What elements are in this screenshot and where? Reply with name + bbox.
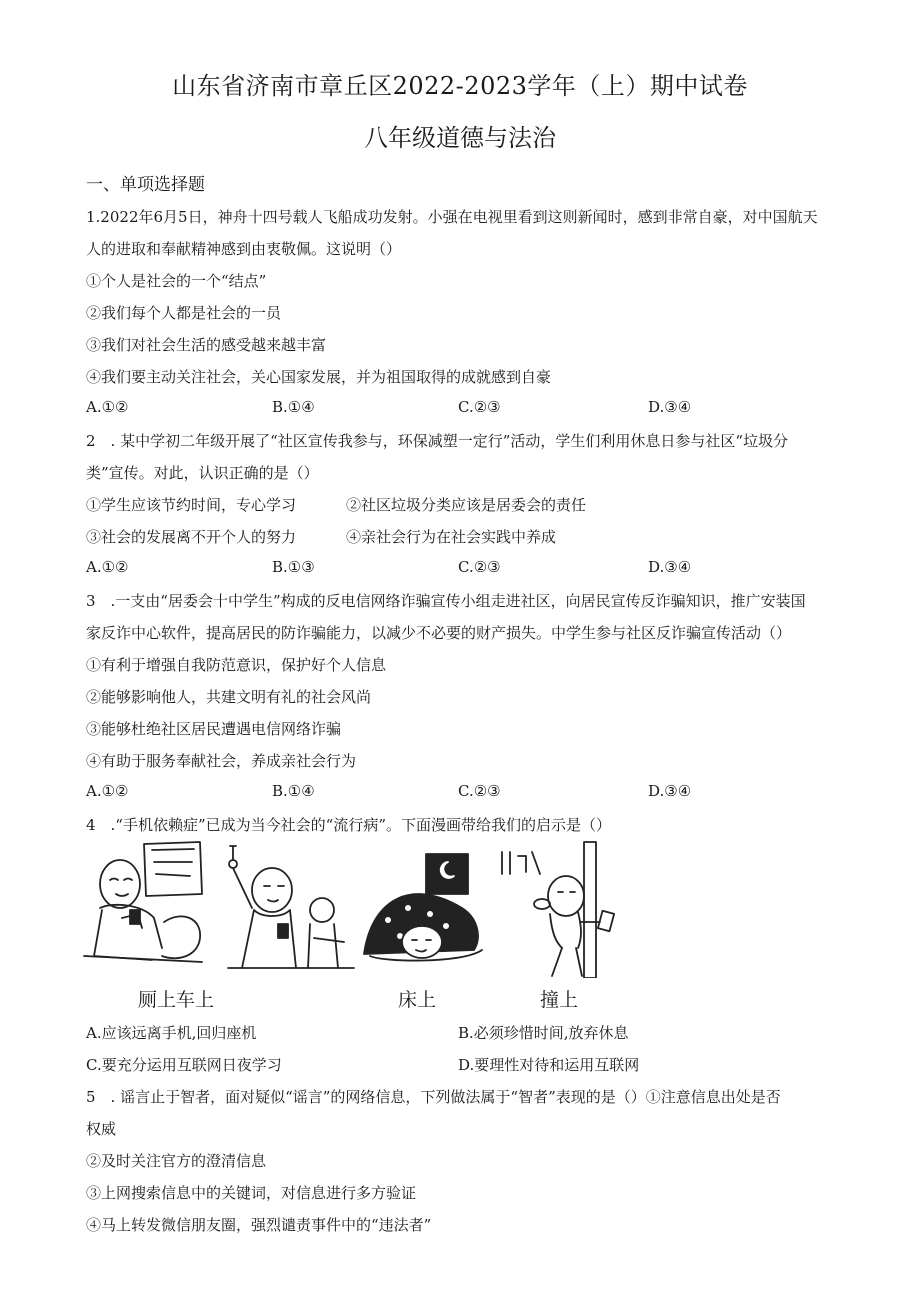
q3-stem-line1: 3 .一支由“居委会十中学生”构成的反电信网络诈骗宣传小组走进社区，向居民宣传反诈骗知识，推广安装国 [86, 592, 806, 610]
q1-statement-1: ①个人是社会的一个“结点” [86, 272, 267, 290]
q5-stem-line1: 5 . 谣言止于智者，面对疑似“谣言”的网络信息，下列做法属于“智者”表现的是（）①注意信息出处是否 [86, 1088, 781, 1106]
toilet-scene-illustration [84, 842, 202, 962]
q1-statement-4: ④我们要主动关注社会，关心国家发展，并为祖国取得的成就感到自豪 [86, 368, 552, 386]
q2-statement-4: ④亲社会行为在社会实践中养成 [346, 528, 557, 546]
q1-option-d: D.③④ [648, 398, 692, 416]
q5-statement-4: ④马上转发微信朋友圈，强烈谴责事件中的“违法者” [86, 1216, 432, 1234]
q1-stem-line2: 人的进取和奉献精神感到由衷敬佩。这说明（） [86, 240, 402, 258]
q2-option-c: C.②③ [458, 558, 501, 576]
exam-subtitle: 八年级道德与法治 [364, 124, 556, 152]
pole-scene-illustration [502, 842, 614, 978]
section-heading: 一、单项选择题 [86, 175, 205, 195]
q2-option-b: B.①③ [272, 558, 315, 576]
q1-option-a: A.①② [86, 398, 129, 416]
q2-option-d: D.③④ [648, 558, 692, 576]
q4-option-c: C.要充分运用互联网日夜学习 [86, 1056, 282, 1074]
q2-statement-1: ①学生应该节约时间，专心学习 [86, 496, 297, 514]
q3-statement-1: ①有利于增强自我防范意识，保护好个人信息 [86, 656, 387, 674]
q3-stem-line2: 家反诈中心软件，提高居民的防诈骗能力，以减少不必要的财产损失。中学生参与社区反诈骗宣传活动（） [86, 624, 792, 642]
q2-stem-line1: 2 . 某中学初二年级开展了“社区宣传我参与，环保减塑一定行”活动，学生们利用休息日参与社区“垃圾分 [86, 432, 789, 450]
comic-caption-middle: 床上 [398, 989, 437, 1011]
q3-option-c: C.②③ [458, 782, 501, 800]
phone-addiction-comic [82, 838, 642, 978]
q3-statement-4: ④有助于服务奉献社会，养成亲社会行为 [86, 752, 357, 770]
q2-statement-3: ③社会的发展离不开个人的努力 [86, 528, 297, 546]
q3-option-b: B.①④ [272, 782, 315, 800]
q2-statement-2: ②社区垃圾分类应该是居委会的责任 [346, 496, 587, 514]
q2-option-a: A.①② [86, 558, 129, 576]
q1-option-b: B.①④ [272, 398, 315, 416]
q5-statement-2: ②及时关注官方的澄清信息 [86, 1152, 267, 1170]
bed-scene-illustration [364, 854, 482, 961]
q1-statement-3: ③我们对社会生活的感受越来越丰富 [86, 336, 327, 354]
comic-caption-left: 厕上车上 [138, 989, 215, 1011]
q4-option-b: B.必须珍惜时间,放弃休息 [458, 1024, 629, 1042]
q2-stem-line2: 类”宣传。对此，认识正确的是（） [86, 464, 319, 482]
q5-stem-line2: 权威 [86, 1120, 117, 1138]
q1-stem-line1: 1.2022年6月5日，神舟十四号载人飞船成功发射。小强在电视里看到这则新闻时，感到非常自豪，对中国航天 [86, 208, 818, 226]
bus-scene-illustration [228, 846, 354, 968]
q1-statement-2: ②我们每个人都是社会的一员 [86, 304, 282, 322]
q3-option-d: D.③④ [648, 782, 692, 800]
q5-statement-3: ③上网搜索信息中的关键词，对信息进行多方验证 [86, 1184, 417, 1202]
exam-title: 山东省济南市章丘区2022-2023学年（上）期中试卷 [172, 72, 748, 100]
q3-statement-3: ③能够杜绝社区居民遭遇电信网络诈骗 [86, 720, 342, 738]
comic-caption-right: 撞上 [540, 989, 579, 1011]
q4-stem: 4 .“手机依赖症”已成为当今社会的“流行病”。下面漫画带给我们的启示是（） [86, 816, 611, 834]
q3-statement-2: ②能够影响他人，共建文明有礼的社会风尚 [86, 688, 372, 706]
q1-option-c: C.②③ [458, 398, 501, 416]
q4-option-d: D.要理性对待和运用互联网 [458, 1056, 640, 1074]
q4-option-a: A.应该远离手机,回归座机 [86, 1024, 257, 1042]
q3-option-a: A.①② [86, 782, 129, 800]
